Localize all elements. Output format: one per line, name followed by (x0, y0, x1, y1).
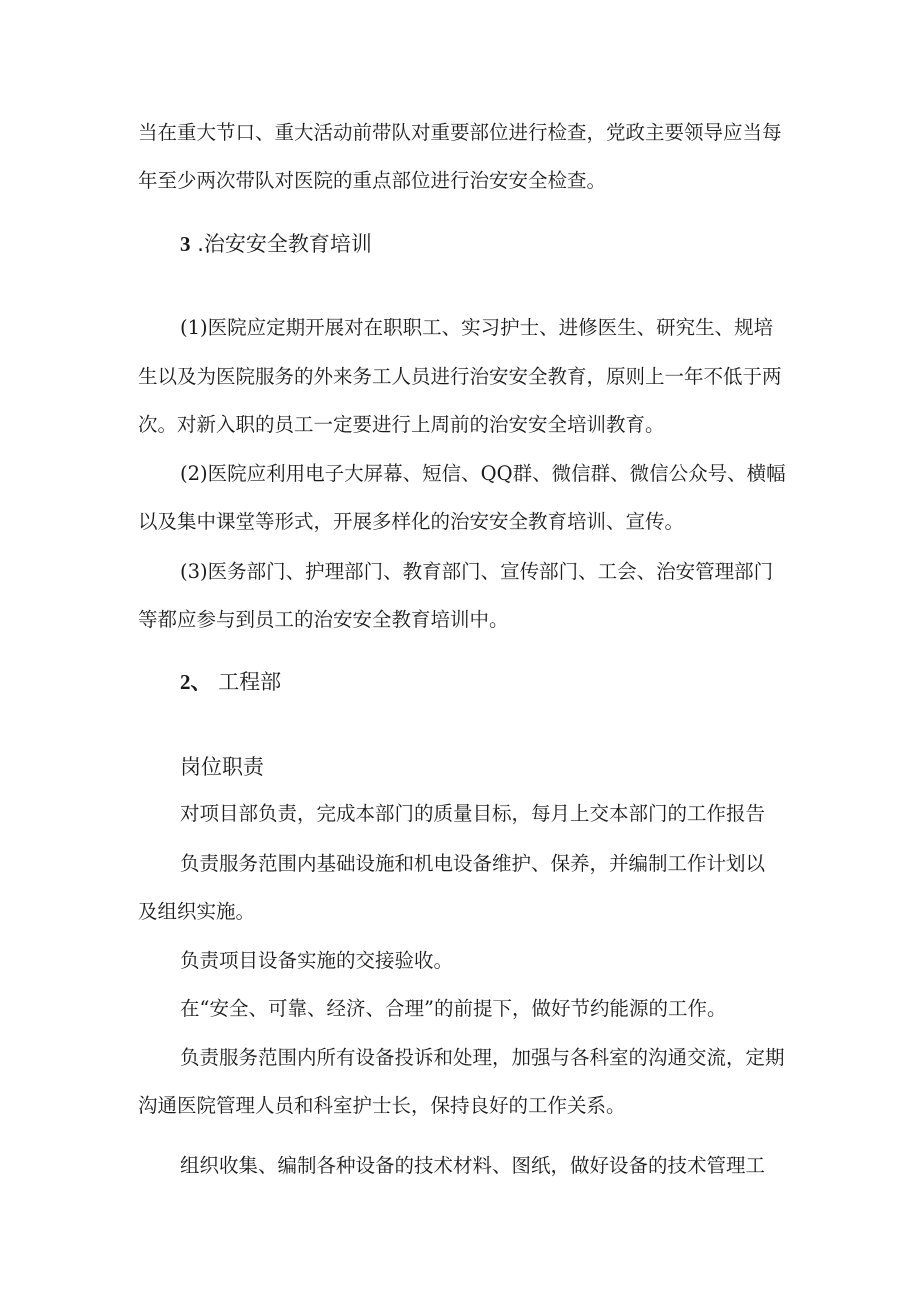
section-title: 工程部 (218, 670, 282, 694)
paragraph-line: 当在重大节口、重大活动前带队对重要部位进行检查，党政主要领导应当每 (138, 121, 782, 144)
duty-heading: 岗位职责 (180, 755, 264, 779)
paragraph-line: 生以及为医院服务的外来务工人员进行治安安全教育，原则上一年不低于两 (138, 365, 782, 388)
paragraph-line: 负责项目设备实施的交接验收。 (180, 949, 454, 972)
section-heading-2 (180, 670, 281, 694)
paragraph-line: 年至少两次带队对医院的重点部位进行治安安全检查。 (138, 169, 607, 192)
section-heading-3 (180, 232, 372, 256)
paragraph-line: 沟通医院管理人员和科室护士长，保持良好的工作关系。 (138, 1094, 626, 1117)
paragraph-line: 组织收集、编制各种设备的技术材料、图纸，做好设备的技术管理工 (180, 1154, 766, 1177)
paragraph-line: 等都应参与到员工的治安安全教育培训中。 (138, 608, 509, 631)
paragraph-line: (1)医院应定期开展对在职职工、实习护士、进修医生、研究生、规培 (180, 316, 774, 339)
paragraph-line: 负责服务范围内所有设备投诉和处理，加强与各科室的沟通交流，定期 (180, 1046, 785, 1069)
paragraph-line: (3)医务部门、护理部门、教育部门、宣传部门、工会、治安管理部门 (180, 560, 774, 583)
paragraph-line: 次。对新入职的员工一定要进行上周前的治安安全培训教育。 (138, 413, 665, 436)
paragraph-line: (2)医院应利用电子大屏幕、短信、QQ群、微信群、微信公众号、横幅 (180, 462, 786, 485)
section-number: 3 (180, 232, 191, 256)
paragraph-line: 及组织实施。 (138, 900, 256, 923)
section-number: 2、 (180, 670, 212, 694)
paragraph-line: 在“安全、可靠、经济、合理”的前提下，做好节约能源的工作。 (180, 997, 727, 1020)
paragraph-line: 对项目部负责，完成本部门的质量目标，每月上交本部门的工作报告 (180, 802, 766, 825)
paragraph-line: 负责服务范围内基础设施和机电设备维护、保养，并编制工作计划以 (180, 852, 766, 875)
section-title: .治安安全教育培训 (197, 232, 372, 256)
paragraph-line: 以及集中课堂等形式，开展多样化的治安安全教育培训、宣传。 (138, 510, 685, 533)
